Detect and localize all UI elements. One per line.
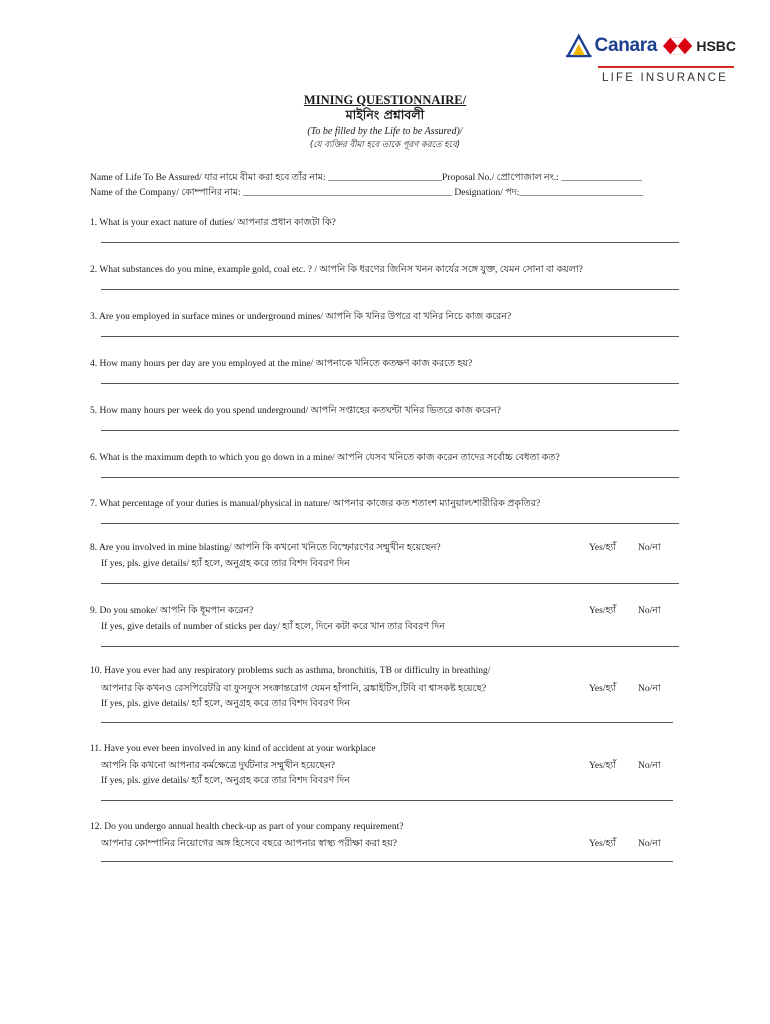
question-9: 9. Do you smoke/ আপনি কি ধূমপান করেন? (90, 606, 254, 616)
question-2: 2. What substances do you mine, example gold, coal etc. ? / আপনি কি ধরণের জিনিস খনন কার্যের সঙ্গে যুক্ত, যেমন সোনা বা কয়লা? (90, 265, 583, 275)
canara-wordmark: Canara (594, 35, 658, 56)
q11-no-option[interactable]: No/না (638, 761, 661, 771)
question-4: 4. How many hours per day are you employed at the mine/ আপনাকে খনিতে কতক্ষণ কাজ করতে হয়? (90, 359, 473, 369)
name-of-life-field[interactable]: Name of Life To Be Assured/ যার নামে বীমা করা হবে তাঁর নাম: ________________________Proposal No./ প্রোপোজাল নং.: _________________ (90, 173, 642, 183)
q11-details-prompt: If yes, pls. give details/ হ্যাঁ হলে, অনুগ্রহ করে তার বিশদ বিবরণ দিন (101, 776, 350, 786)
answer-line-7[interactable] (101, 523, 679, 524)
answer-line-4[interactable] (101, 383, 679, 384)
form-instruction-english: (To be filled by the Life to be Assured)/ (307, 126, 463, 137)
question-3: 3. Are you employed in surface mines or underground mines/ আপনি কি খনির উপরে বা খনির নিচে কাজ করেন? (90, 312, 512, 322)
question-10-english: 10. Have you ever had any respiratory problems such as asthma, bronchitis, TB or difficulty in breathing/ (90, 666, 491, 676)
answer-line-1[interactable] (101, 242, 679, 243)
question-8: 8. Are you involved in mine blasting/ আপনি কি কখনো খনিতে বিস্ফোরণের সম্মুখীন হয়েছেন? (90, 543, 441, 553)
q8-yes-option[interactable]: Yes/হ্যাঁ (589, 543, 616, 553)
logo-subtitle: LIFE INSURANCE (602, 72, 729, 84)
question-10-bengali: আপনার কি কখনও রেসপিরেটরি বা ফুসফুস সংক্রান্তরোগ যেমন হাঁপানি, ব্রঙ্কাইটিস,টিবি বা শ্বাসকষ্ট হয়েছে? (101, 684, 487, 694)
hsbc-wordmark: HSBC (696, 38, 736, 54)
canara-triangle-icon (566, 31, 592, 61)
company-name-field[interactable]: Name of the Company/ কোম্পানির নাম: ____________________________________________ Designation/ পদ:__________________________ (90, 188, 643, 198)
answer-line-2[interactable] (101, 289, 679, 290)
q12-no-option[interactable]: No/না (638, 839, 661, 849)
answer-line-11[interactable] (101, 800, 673, 801)
question-1: 1. What is your exact nature of duties/ আপনার প্রধান কাজটা কি? (90, 218, 336, 228)
q12-yes-option[interactable]: Yes/হ্যাঁ (589, 839, 616, 849)
q9-no-option[interactable]: No/না (638, 606, 661, 616)
answer-line-8[interactable] (101, 583, 679, 584)
q8-no-option[interactable]: No/না (638, 543, 661, 553)
question-7: 7. What percentage of your duties is manual/physical in nature/ আপনার কাজের কত শতাংশ ম্যানুয়াল/শারীরিক প্রকৃতির? (90, 499, 541, 509)
q10-yes-option[interactable]: Yes/হ্যাঁ (589, 684, 616, 694)
form-title-bengali: মাইনিং প্রশ্নাবলী (345, 107, 425, 122)
question-5: 5. How many hours per week do you spend underground/ আপনি সপ্তাহের কতঘন্টা খনির ভিতরে কাজ করেন? (90, 406, 501, 416)
company-logo (566, 28, 736, 90)
question-6: 6. What is the maximum depth to which you go down in a mine/ আপনি যেসব খনিতে কাজ করেন তাদের সর্বোচ্চ বেধতা কত? (90, 453, 560, 463)
logo-divider (598, 66, 734, 68)
hsbc-hexagon-icon (663, 37, 692, 55)
question-12-english: 12. Do you undergo annual health check-up as part of your company requirement? (90, 822, 404, 832)
answer-line-3[interactable] (101, 336, 679, 337)
answer-line-5[interactable] (101, 430, 679, 431)
q11-yes-option[interactable]: Yes/হ্যাঁ (589, 761, 616, 771)
answer-line-9[interactable] (101, 646, 679, 647)
q9-yes-option[interactable]: Yes/হ্যাঁ (589, 606, 616, 616)
form-instruction-bengali: (যে ব্যক্তির বীমা হবে তাকে পূরণ করতে হবে) (309, 140, 461, 150)
answer-line-10[interactable] (101, 722, 673, 723)
question-12-bengali: আপনার কোম্পানির নিয়োগের অঙ্গ হিসেবে বছরে আপনার স্বাস্থ্য পরীক্ষা করা হয়? (101, 839, 397, 849)
q8-details-prompt: If yes, pls. give details/ হ্যাঁ হলে, অনুগ্রহ করে তার বিশদ বিবরণ দিন (101, 559, 350, 569)
question-11-english: 11. Have you ever been involved in any kind of accident at your workplace (90, 744, 376, 754)
q9-details-prompt: If yes, give details of number of sticks per day/ হ্যাঁ হলে, দিনে কটা করে খান তার বিবরণ দিন (101, 622, 445, 632)
q10-no-option[interactable]: No/না (638, 684, 661, 694)
question-11-bengali: আপনি কি কখনো আপনার কর্মক্ষেত্রে দুর্ঘটনার সম্মুখীন হয়েছেন? (101, 761, 335, 771)
answer-line-12[interactable] (101, 861, 673, 862)
form-title-english: MINING QUESTIONNAIRE/ (303, 93, 467, 107)
q10-details-prompt: If yes, pls. give details/ হ্যাঁ হলে, অনুগ্রহ করে তার বিশদ বিবরণ দিন (101, 699, 350, 709)
answer-line-6[interactable] (101, 477, 679, 478)
